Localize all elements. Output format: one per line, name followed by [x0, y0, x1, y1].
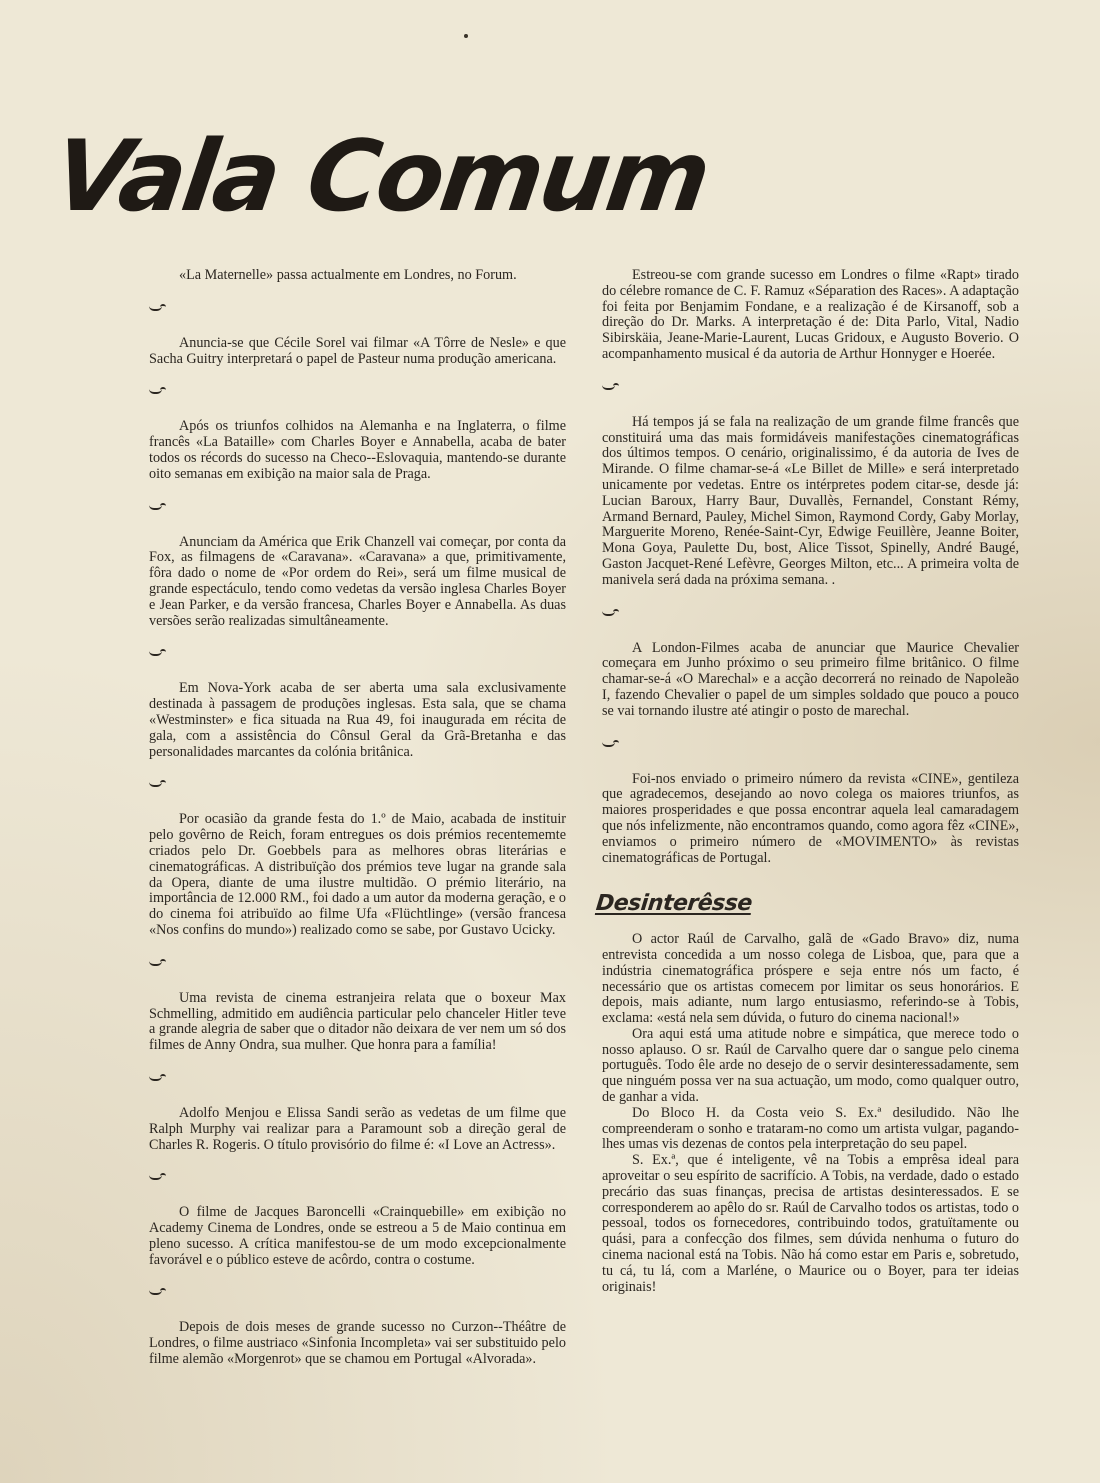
right-column-news — [602, 268, 1019, 866]
news-item — [149, 1106, 566, 1153]
separator-ornament — [149, 1068, 169, 1086]
news-item — [149, 268, 566, 284]
news-paragraph: Depois de dois meses de grande sucesso no Curzon--Théâtre de Londres, o filme austriaco «Sinfonia Incompleta» vai ser substituido pelo filme alemão «Morgenrot» que se chamou em Portugal «Alvorada». — [149, 1319, 566, 1368]
news-item — [149, 1320, 566, 1367]
news-item — [149, 681, 566, 760]
news-paragraph: O filme de Jacques Baroncelli «Crainquebille» em exibição no Academy Cinema de Londres, onde se estreou a 5 de Maio continua em pleno sucesso. A crítica manifestou-se de um modo excepcionalmente favorável e o público esteve de acôrdo, contra o costume. — [149, 1204, 566, 1268]
news-paragraph: Após os triunfos colhidos na Alemanha e na Inglaterra, o filme francês «La Bataille» com Charles Boyer e Annabella, acaba de bater todos os récords do sucesso na Checo--Eslovaquia, mantendo-se durante oito semanas em exibição na maior sala de Praga. — [149, 418, 566, 482]
news-item — [149, 419, 566, 482]
news-item — [602, 641, 1019, 720]
news-paragraph: Por ocasião da grande festa do 1.º de Maio, acabada de instituir pelo govêrno de Reich, foram entregues os dois prémios recentememte criados pelo Dr. Goebbels para as melhores obras literárias e cinematográficas. A distribuïção dos prémios teve lugar na grande sala da Opera, diante de uma ilustre multidão. O prémio literário, na importância de 12.000 RM., foi dado a um autor da moderna geração, e o do cinema foi atribuïdo ao filme Ufa «Flüchtlinge» (versão francesa «Nos confins do mundo») realizado como se sabe, por Gustavo Ucicky. — [149, 811, 566, 938]
editorial-paragraph: S. Ex.ª, que é inteligente, vê na Tobis a emprêsa ideal para aproveitar o seu espírito de sacrifício. A Tobis, na verdade, dado o estado precário das suas finanças, precisa de artistas desinteressados. E se corresponderem ao apêlo do sr. Raúl de Carvalho todos os artistas, todo o pessoal, todos os fornecedores, contribuindo todos, gratuïtamente ou quási, para a confecção dos filmes, sem dúvida nenhuma o futuro do cinema nacional está na Tobis. Não há como estar em Paris e, sobretudo, tu cá, tu lá, com a Marléne, o Maurice ou o Boyer, para ter ideias originais! — [602, 1152, 1019, 1295]
separator-ornament — [149, 381, 169, 399]
page-mark — [464, 34, 468, 38]
section-body — [602, 932, 1019, 1295]
news-item — [602, 268, 1019, 363]
news-paragraph: Uma revista de cinema estranjeira relata que o boxeur Max Schmelling, admitido em audiência particular pelo chanceler Hitler teve a grande alegria de saber que o ditador não deixara de ver nem um só dos filmes de Anny Ondra, sua mulher. Que honra para a família! — [149, 989, 566, 1054]
news-paragraph: A London-Filmes acaba de anunciar que Maurice Chevalier começara em Junho próximo o seu primeiro filme britânico. O filme chamar-se-á «O Marechal» e a acção decorrerá no reinado de Napoleão I, fazendo Chevalier o papel de um simples soldado que pouco a pouco se vai tornando ilustre até atingir o posto de marechal. — [602, 639, 1019, 719]
news-item — [149, 812, 566, 938]
page-title: Vala Comum — [46, 120, 715, 234]
section-heading: Desinterêsse — [594, 891, 754, 917]
separator-ornament — [149, 497, 169, 515]
separator-ornament — [149, 298, 169, 316]
editorial-paragraph: Ora aqui está uma atitude nobre e simpática, que merece todo o nosso aplauso. O sr. Raúl de Carvalho quere dar o sangue pelo cinema português. Todo êle arde no desejo de o servir desinteressadamente, sem que ninguém possa ver na sua actuação, um modo, como qualquer outro, de ganhar a vida. — [602, 1025, 1019, 1106]
news-item — [149, 991, 566, 1054]
news-item — [602, 772, 1019, 867]
news-paragraph: Anunciam da América que Erik Chanzell vai começar, por conta da Fox, as filmagens de «Caravana». «Caravana» a que, primitivamente, fôra dado o nome de «Por ordem do Rei», será um filme musical de grande espectáculo, tendo como vedetas da versão inglesa Charles Boyer e Jean Parker, e da versão francesa, Charles Boyer e Annabella. As duas versões serão realizadas simultâneamente. — [149, 533, 566, 629]
news-item — [149, 535, 566, 630]
right-column — [594, 267, 1019, 1295]
separator-ornament — [149, 953, 169, 971]
news-paragraph: Há tempos já se fala na realização de um grande filme francês que constituirá uma das mais formidáveis manifestações cinematográficas dos últimos tempos. O cenário, originalissimo, é da autoria de Ives de Mirande. O filme chamar-se-á «Le Billet de Mille» e será interpretado unicamente por vedetas. Entre os intérpretes podem citar-se, desde já: Lucian Baroux, Harry Baur, Duvallès, Fernandel, Constant Rémy, Armand Bernard, Pauley, Michel Simon, Raymond Cordy, Gaby Morlay, Marguerite Moreno, Renée-Saint-Cyr, Edwige Feuillère, Jeanne Boiter, Mona Goya, Paulette Du, bost, Alice Tissot, Spinelly, André Baugé, Gaston Jacquet-René Lefèvre, Georges Milton, etc... A primeira volta de manivela será dada na próxima semana. . — [602, 413, 1019, 588]
separator-ornament — [602, 734, 622, 752]
editorial-paragraph: Do Bloco H. da Costa veio S. Ex.ª desiludido. Não lhe compreenderam o sonho e trataram-no como um artista vulgar, pagando-lhes umas vis dezenas de contos pela interpretação do seu papel. — [602, 1104, 1019, 1153]
separator-ornament — [149, 1167, 169, 1185]
news-paragraph: Estreou-se com grande sucesso em Londres o filme «Rapt» tirado do célebre romance de C. F. Ramuz «Séparation des Races». A adaptação foi feita por Benjamim Fondane, e a realização é de Kirsanoff, sob a direção do Dr. Marks. A interpretação é de: Dita Parlo, Vital, Nadio Sibirskäia, Jeane-Marie-Laurent, Lucas Gridoux, e Augusto Boverio. O acompanhamento musical é da autoria de Arthur Honnyger e Hoerée. — [602, 267, 1019, 362]
news-item — [149, 336, 566, 368]
news-paragraph: «La Maternelle» passa actualmente em Londres, no Forum. — [179, 267, 517, 283]
separator-ornament — [149, 1282, 169, 1300]
news-item — [602, 415, 1019, 589]
separator-ornament — [602, 377, 622, 395]
news-paragraph: Foi-nos enviado o primeiro número da revista «CINE», gentileza que agradecemos, desejando ao novo colega os maiores triunfos, as maiores prosperidades e que possa encontrar aquela leal camaradagem que nós infelizmente, não encontramos quando, como agora fêz «CINE», enviamos o primeiro número de «MOVIMENTO» às revistas cinematográficas de Portugal. — [602, 770, 1019, 866]
separator-ornament — [602, 603, 622, 621]
news-paragraph: Em Nova-York acaba de ser aberta uma sala exclusivamente destinada à passagem de produções inglesas. Esta sala, que se chama «Westminster» e fica situada na Rua 49, foi inaugurada em récita de gala, com a assistência do Cônsul Geral da Grã-Bretanha e das personalidades marcantes da colónia britânica. — [149, 680, 566, 760]
editorial-item — [602, 932, 1019, 1295]
editorial-paragraph: O actor Raúl de Carvalho, galã de «Gado Bravo» diz, numa entrevista concedida a um nosso colega de Lisboa, que, para que a indústria cinematográfica próspere e seja entre nós um facto, é necessário que os artistas comecem por limitar os seus honorários. E depois, mais adiante, num largo entusiasmo, referindo-se à Tobis, exclama: «está nela sem dúvida, o futuro do cinema nacional!» — [602, 931, 1019, 1027]
separator-ornament — [149, 774, 169, 792]
news-paragraph: Adolfo Menjou e Elissa Sandi serão as vedetas de um filme que Ralph Murphy vai realizar para a Paramount sob a direção geral de Charles R. Rogeris. O título provisório do filme é: «I Love an Actress». — [149, 1104, 566, 1153]
separator-ornament — [149, 643, 169, 661]
left-column — [149, 268, 566, 1368]
news-item — [149, 1205, 566, 1268]
news-paragraph: Anuncia-se que Cécile Sorel vai filmar «A Tôrre de Nesle» e que Sacha Guitry interpretará o papel de Pasteur numa produção americana. — [149, 334, 566, 367]
